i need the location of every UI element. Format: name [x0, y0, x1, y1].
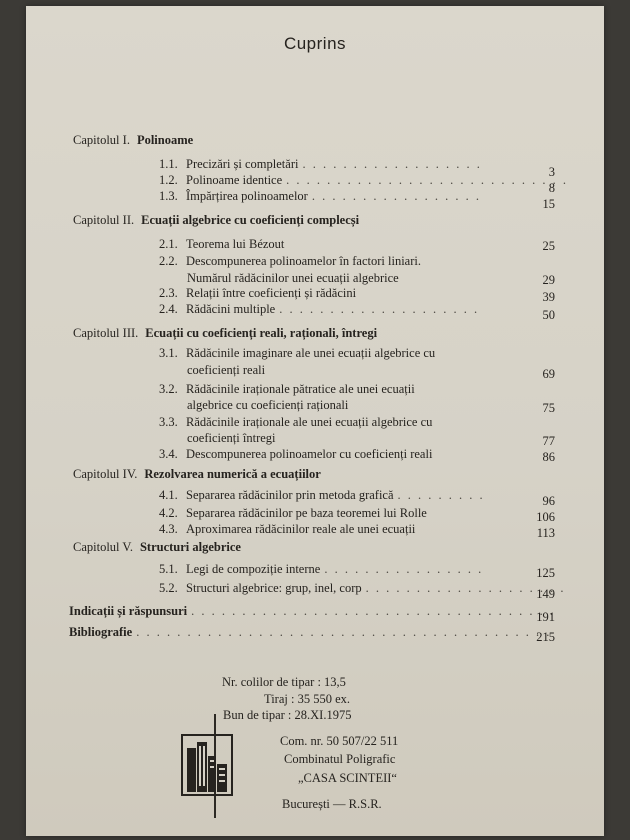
print-sheets: Nr. colilor de tipar : 13,5	[222, 675, 346, 689]
order-number: Com. nr. 50 507/22 511	[280, 734, 399, 748]
dot-leader	[324, 561, 484, 577]
toc-entry	[159, 561, 488, 577]
section-title: Polinoame identice	[186, 173, 283, 187]
page-number: 215	[536, 630, 555, 644]
page-number: 77	[542, 434, 555, 448]
section-title: Separarea rădăcinilor prin metoda grafică	[186, 488, 394, 502]
section-title: Descompunerea polinoamelor în factori liniari.	[186, 254, 421, 268]
chapter-heading	[73, 132, 193, 148]
section-title: Descompunerea polinoamelor cu coeficienți reali	[186, 447, 433, 461]
chapter-heading	[73, 212, 359, 228]
section-number: 2.2.	[159, 254, 178, 268]
dot-leader	[279, 301, 484, 317]
dot-leader	[302, 156, 484, 172]
toc-entry	[159, 172, 574, 188]
section-number: 5.1.	[159, 562, 178, 576]
section-title: Aproximarea rădăcinilor reale ale unei ecuații	[186, 522, 416, 536]
toc-entry	[159, 188, 488, 204]
page-number: 96	[542, 494, 555, 508]
section-number: 3.3.	[159, 415, 178, 429]
printer-name: Combinatul Poligrafic	[284, 752, 396, 766]
toc-entry	[159, 345, 435, 361]
dot-leader	[136, 624, 555, 640]
section-number: 2.3.	[159, 286, 178, 300]
section-title: Relații între coeficienți și rădăcini	[186, 286, 357, 300]
chapter-title: Ecuații cu coeficienți reali, raționali, întregi	[145, 326, 378, 340]
section-title: Rădăcinile iraționale ale unei ecuații algebrice cu	[186, 415, 433, 429]
section-number: 1.1.	[159, 157, 178, 171]
back-matter-title: Indicații și răspunsuri	[69, 604, 188, 618]
section-number: 4.3.	[159, 522, 178, 536]
section-number: 3.4.	[159, 447, 178, 461]
toc-entry	[159, 446, 432, 462]
toc-entry	[159, 521, 415, 537]
toc-entry	[159, 285, 356, 301]
toc-entry	[159, 580, 574, 596]
chapter-label: Capitolul II.	[73, 213, 135, 227]
page-number: 113	[536, 526, 555, 540]
dot-leader	[191, 603, 555, 619]
section-title-continued: coeficienți întregi	[187, 431, 276, 445]
print-run: Tiraj : 35 550 ex.	[264, 692, 350, 706]
section-title: Rădăcinile iraționale pătratice ale unei ecuații	[186, 382, 415, 396]
toc-entry	[159, 253, 421, 269]
section-title: Teorema lui Bézout	[186, 237, 285, 251]
toc-entry	[159, 414, 432, 430]
section-title: Legi de compoziție interne	[186, 562, 321, 576]
printer-city: București — R.S.R.	[282, 797, 382, 811]
page-number: 50	[542, 308, 555, 322]
section-title: Împărțirea polinoamelor	[186, 189, 308, 203]
section-number: 4.2.	[159, 506, 178, 520]
chapter-label: Capitolul III.	[73, 326, 139, 340]
printing-house-logo	[181, 734, 233, 796]
printer-house: „CASA SCINTEII“	[298, 771, 397, 785]
toc-entry	[69, 624, 559, 640]
page-number: 29	[542, 273, 555, 287]
section-number: 2.1.	[159, 237, 178, 251]
page-number: 69	[542, 367, 555, 381]
chapter-title: Polinoame	[136, 133, 194, 147]
page-number: 15	[542, 197, 555, 211]
section-title-continued: Numărul rădăcinilor unei ecuații algebrice	[187, 271, 399, 285]
chapter-label: Capitolul I.	[73, 133, 130, 147]
chapter-title: Rezolvarea numerică a ecuațiilor	[144, 467, 321, 481]
section-title: Precizări și completări	[186, 157, 299, 171]
page-number: 75	[542, 401, 555, 415]
section-number: 2.4.	[159, 302, 178, 316]
toc-entry	[159, 301, 488, 317]
section-title: Rădăcinile imaginare ale unei ecuații algebrice cu	[186, 346, 436, 360]
chapter-label: Capitolul V.	[73, 540, 133, 554]
toc-entry	[159, 156, 488, 172]
toc-entry	[159, 381, 415, 397]
section-number: 1.3.	[159, 189, 178, 203]
section-title: Separarea rădăcinilor pe baza teoremei lui Rolle	[186, 506, 427, 520]
section-number: 5.2.	[159, 581, 178, 595]
toc-entry	[159, 236, 284, 252]
chapter-heading	[73, 325, 377, 341]
page-number: 149	[536, 587, 555, 601]
page-number: 39	[542, 290, 555, 304]
page-number: 3	[548, 165, 555, 179]
chapter-label: Capitolul IV.	[73, 467, 138, 481]
section-title: Structuri algebrice: grup, inel, corp	[186, 581, 362, 595]
toc-entry	[159, 487, 488, 503]
chapter-heading	[73, 539, 241, 555]
dot-leader	[286, 172, 570, 188]
page-number: 25	[542, 239, 555, 253]
page-number: 86	[542, 450, 555, 464]
dot-leader	[312, 188, 484, 204]
print-approval: Bun de tipar : 28.XI.1975	[223, 708, 352, 722]
section-number: 1.2.	[159, 173, 178, 187]
page-number: 106	[536, 510, 555, 524]
book-page	[26, 6, 604, 836]
page-title: Cuprins	[283, 34, 347, 53]
toc-entry	[159, 505, 427, 521]
chapter-title: Ecuații algebrice cu coeficienți complecși	[141, 213, 360, 227]
section-number: 3.1.	[159, 346, 178, 360]
toc-entry	[69, 603, 559, 619]
section-number: 3.2.	[159, 382, 178, 396]
chapter-title: Structuri algebrice	[139, 540, 241, 554]
chapter-heading	[73, 466, 321, 482]
page-number: 125	[536, 566, 555, 580]
back-matter-title: Bibliografie	[69, 625, 133, 639]
page-number: 191	[536, 610, 555, 624]
section-title-continued: algebrice cu coeficienți raționali	[187, 398, 349, 412]
dot-leader	[398, 487, 484, 503]
section-number: 4.1.	[159, 488, 178, 502]
page-number: 8	[548, 181, 555, 195]
section-title-continued: coeficienți reali	[187, 363, 266, 377]
section-title: Rădăcini multiple	[186, 302, 276, 316]
